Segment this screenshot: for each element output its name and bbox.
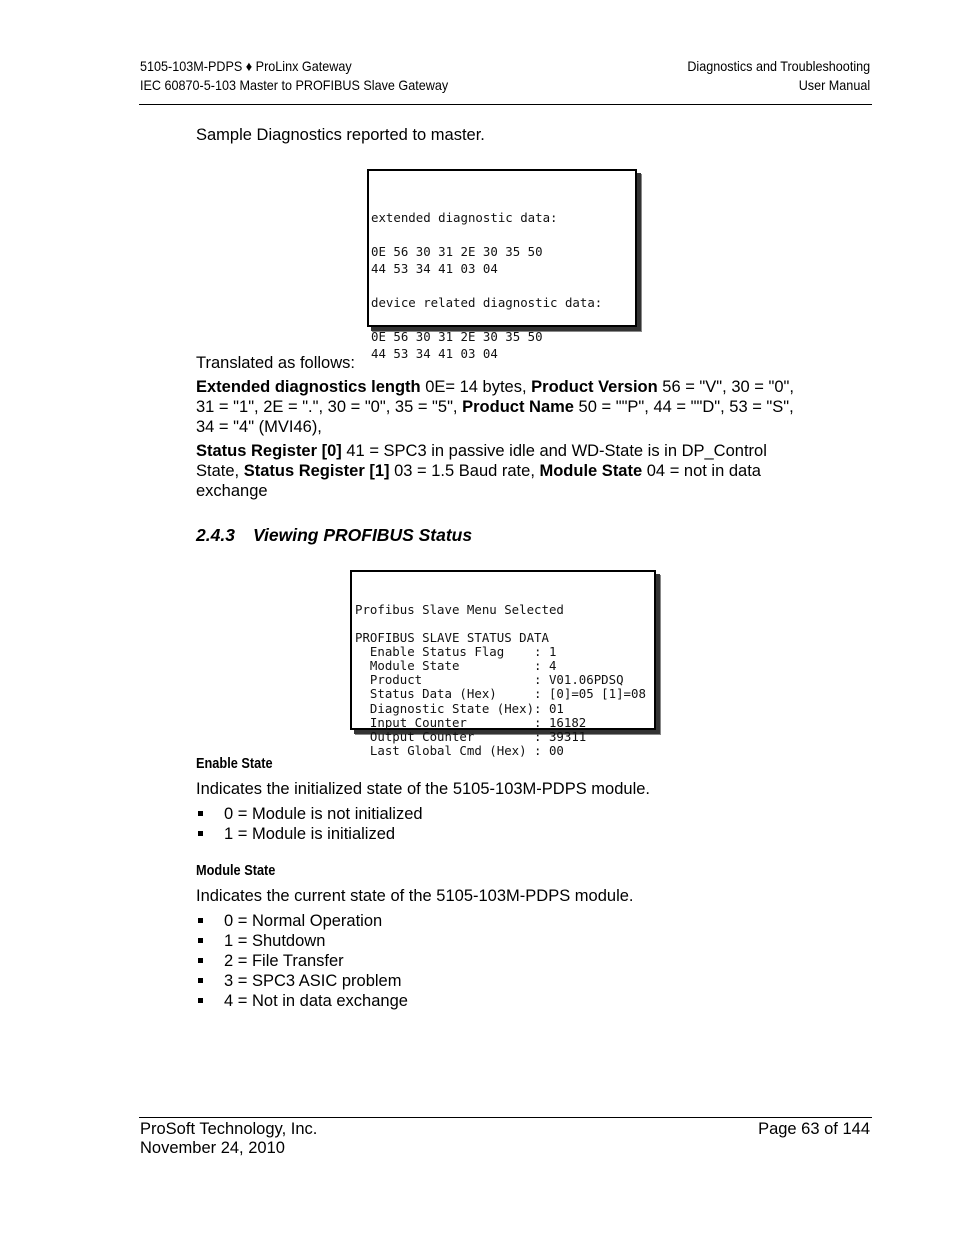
list-item: 1 = Shutdown (196, 931, 408, 951)
list-item: 0 = Normal Operation (196, 911, 408, 931)
bold-term: Status Register [0] (196, 442, 342, 460)
page-header-left (140, 57, 448, 95)
enable-state-heading: Enable State (196, 756, 273, 772)
text-run: 0E= 14 bytes, (420, 378, 532, 396)
screen1-blank (371, 277, 635, 294)
screen2-line: Product : V01.06PDSQ (355, 672, 624, 688)
extended-diagnostic-screenshot (367, 169, 637, 361)
intro-text: Sample Diagnostics reported to master. (196, 126, 485, 144)
translated-lead: Translated as follows: (196, 354, 355, 372)
screen1-line: device related diagnostic data: (371, 295, 603, 310)
text-run: 56 = "V", 30 = "0", 31 = "1", 2E = ".", 30 = "0", 35 = "5", (196, 378, 794, 416)
screen1-line: extended diagnostic data: (371, 210, 558, 225)
module-state-description: Indicates the current state of the 5105-103M-PDPS module. (196, 887, 634, 905)
screen2-line: Last Global Cmd (Hex) : 00 (355, 743, 564, 759)
screen2-line: Diagnostic State (Hex): 01 (355, 700, 564, 716)
page-footer-right (758, 1120, 870, 1139)
bold-term: Extended diagnostics length (196, 378, 421, 396)
text-run: 04 = not in data exchange (196, 462, 761, 500)
bold-term: Status Register [1] (243, 462, 390, 480)
profibus-status-screenshot (350, 570, 656, 759)
bold-term: Product Version (531, 378, 658, 396)
screen1-line: 0E 56 30 31 2E 30 35 50 (371, 244, 543, 259)
list-item: 2 = File Transfer (196, 951, 408, 971)
module-state-list (196, 911, 408, 1011)
text-run: 50 = ""P", 44 = ""D", 53 = "S", 34 = "4" (MVI46), (196, 398, 794, 436)
screen2-line: Enable Status Flag : 1 (355, 643, 557, 659)
screen2-line: Input Counter : 16182 (355, 714, 587, 730)
screen1-line: 44 53 34 41 03 04 (371, 261, 498, 276)
screen2-line: PROFIBUS SLAVE STATUS DATA (355, 629, 549, 645)
header-product-line: 5105-103M-PDPS ♦ ProLinx Gateway (140, 58, 352, 74)
list-item: 0 = Module is not initialized (196, 804, 423, 824)
module-state-heading: Module State (196, 863, 276, 879)
list-item: 1 = Module is initialized (196, 824, 423, 844)
text-run: 41 = SPC3 in passive idle and WD-State is in DP_Control State, (196, 442, 767, 480)
footer-company: ProSoft Technology, Inc. (140, 1120, 318, 1138)
screen2-line: Module State : 4 (355, 657, 557, 673)
header-rule (139, 104, 872, 105)
screen1-line: 44 53 34 41 03 04 (371, 346, 498, 361)
section-heading (196, 525, 472, 546)
screen1-blank (371, 311, 635, 328)
bold-term: Product Name (462, 398, 574, 416)
footer-rule (139, 1117, 872, 1118)
page-footer-left (140, 1120, 317, 1158)
translated-paragraph-1 (196, 377, 808, 437)
header-product-subtitle: IEC 60870-5-103 Master to PROFIBUS Slave Gateway (140, 77, 449, 93)
section-number: 2.4.3 (196, 525, 235, 545)
page-number: Page 63 of 144 (758, 1120, 870, 1138)
header-chapter: Diagnostics and Troubleshooting (687, 58, 870, 74)
enable-state-description: Indicates the initialized state of the 5105-103M-PDPS module. (196, 780, 651, 798)
screen1-blank (371, 226, 635, 243)
screen1-line: 0E 56 30 31 2E 30 35 50 (371, 329, 543, 344)
screen2-line: Output Counter : 39311 (355, 728, 587, 744)
bold-term: Module State (539, 462, 643, 480)
screen2-line: Status Data (Hex) : [0]=05 [1]=08 (355, 686, 646, 702)
list-item: 3 = SPC3 ASIC problem (196, 971, 408, 991)
screen2-line: Profibus Slave Menu Selected (355, 602, 564, 618)
translated-paragraph-2 (196, 441, 808, 501)
page-header-right (687, 57, 870, 95)
enable-state-list (196, 804, 423, 844)
list-item: 4 = Not in data exchange (196, 991, 408, 1011)
footer-date: November 24, 2010 (140, 1139, 285, 1157)
section-title: Viewing PROFIBUS Status (253, 525, 473, 545)
header-manual: User Manual (798, 77, 870, 93)
screen2-blank (355, 618, 654, 631)
text-run: 03 = 1.5 Baud rate, (389, 462, 540, 480)
